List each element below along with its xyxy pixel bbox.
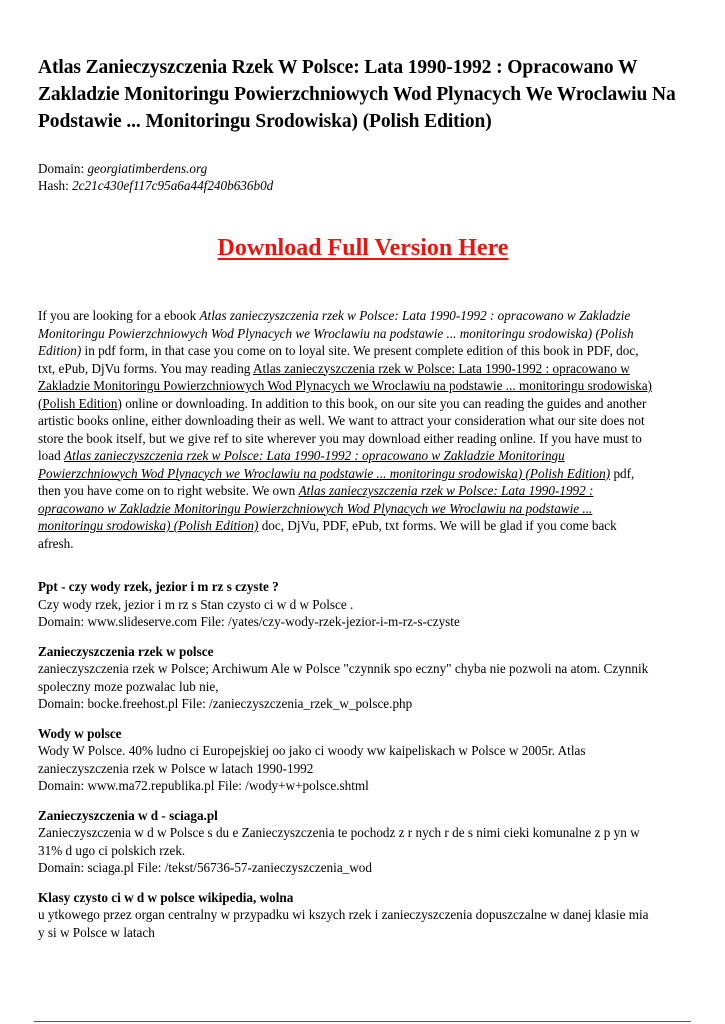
result-title: Zanieczyszczenia w d - sciaga.pl xyxy=(38,807,218,823)
intro-text-1: If you are looking for a ebook xyxy=(38,308,197,323)
book-link-3-text: Atlas zanieczyszczenia rzek w Polsce: Lata 1990-1992 : opracowano w Zakladzie Monitoringu Powierzchniowych Wod Plynacych we Wroclawiu na podstawie ... monitoringu srodowiska) (Polish Edition) xyxy=(38,483,594,533)
result-snippet: zanieczyszczenia rzek w Polsce; Archiwum Ale w Polsce "czynnik spo eczny" chyba nie pozwoli na atom. Czynnik spoleczny moze pozwalac lub nie, xyxy=(38,661,649,694)
intro-text-4: pdf, then you have come on to right website. We own xyxy=(38,465,635,498)
result-item xyxy=(38,807,653,877)
download-link[interactable]: Download Full Version Here xyxy=(217,235,509,261)
book-link-2[interactable] xyxy=(38,448,610,481)
meta-block xyxy=(38,160,688,194)
hash-line xyxy=(38,177,688,194)
book-link-1[interactable]: Atlas zanieczyszczenia rzek w Polsce: Lata 1990-1992 : opracowano w Zakladzie Monitoringu Powierzchniowych Wod Plynacych we Wroclawiu na podstawie ... monitoringu srodowiska) (Polish Edition) xyxy=(38,360,652,411)
result-item xyxy=(38,725,653,795)
result-item xyxy=(38,643,653,713)
hash-value: 2c21c430ef117c95a6a44f240b636b0d xyxy=(72,178,274,193)
domain-line xyxy=(38,160,688,177)
book-link-2-text: Atlas zanieczyszczenia rzek w Polsce: Lata 1990-1992 : opracowano w Zakladzie Monitoringu Powierzchniowych Wod Plynacych we Wroclawiu na podstawie ... monitoringu srodowiska) (Polish Edition) xyxy=(38,448,611,481)
footer-divider xyxy=(34,1021,691,1022)
hash-label: Hash: xyxy=(38,178,69,193)
result-source: Domain: www.slideserve.com File: /yates/czy-wody-rzek-jezior-i-m-rz-s-czyste xyxy=(38,614,460,629)
page-title: Atlas Zanieczyszczenia Rzek W Polsce: Lata 1990-1992 : Opracowano W Zakladzie Monitoringu Powierzchniowych Wod Plynacych We Wroclawiu Na Podstawie ... Monitoringu Srodowiska) (Polish Edition) xyxy=(38,57,676,132)
document-page xyxy=(38,0,688,953)
intro-text-3: online or downloading. In addition to this book, on our site you can reading the guides and another artistic books online, either downloading their as well. We want to attract your consideration what our site does not store the book itself, but we give ref to site wherever you may download either reading online. If you have must to load xyxy=(38,395,647,463)
result-snippet: Zanieczyszczenia w d w Polsce s du e Zanieczyszczenia te pochodz z r nych r de s nimi cieki komunalne z p yn w 31% d ugo ci polskich rzek. xyxy=(38,825,640,858)
download-section xyxy=(38,235,688,267)
book-title-italic: Atlas zanieczyszczenia rzek w Polsce: Lata 1990-1992 : opracowano w Zakladzie Monitoringu Powierzchniowych Wod Plynacych we Wroclawiu na podstawie ... monitoringu srodowiska) (Polish Edition) xyxy=(38,308,634,358)
result-title: Ppt - czy wody rzek, jezior i m rz s czyste ? xyxy=(38,579,279,594)
result-source: Domain: sciaga.pl File: /tekst/56736-57-zanieczyszczenia_wod xyxy=(38,860,372,875)
result-item xyxy=(38,578,653,631)
intro-text-2: in pdf form, in that case you come on to loyal site. We present complete edition of this book in PDF, doc, txt, ePub, DjVu forms. You may reading xyxy=(38,343,639,376)
result-source: Domain: bocke.freehost.pl File: /zanieczyszczenia_rzek_w_polsce.php xyxy=(38,696,413,711)
result-title: Klasy czysto ci w d w polsce wikipedia, wolna xyxy=(38,889,294,905)
result-source: Domain: www.ma72.republika.pl File: /wody+w+polsce.shtml xyxy=(38,778,369,793)
domain-label: Domain: xyxy=(38,161,85,176)
domain-value: georgiatimberdens.org xyxy=(87,161,208,176)
result-snippet: Wody W Polsce. 40% ludno ci Europejskiej oo jako ci woody ww kaipeliskach w Polsce w 2005r. Atlas zanieczyszczenia rzek w Polsce w latach 1990-1992 xyxy=(38,743,586,776)
result-title: Zanieczyszczenia rzek w polsce xyxy=(38,643,214,659)
intro-text-5: doc, DjVu, PDF, ePub, txt forms. We will be glad if you come back afresh. xyxy=(38,518,617,551)
intro-paragraph xyxy=(38,307,653,552)
results-list xyxy=(38,578,688,941)
result-snippet: u ytkowego przez organ centralny w przypadku wi kszych rzek i zanieczyszczenia dopuszczalne w danej klasie mia y si w Polsce w latach xyxy=(38,907,649,940)
result-snippet: Czy wody rzek, jezior i m rz s Stan czysto ci w d w Polsce . xyxy=(38,596,354,612)
result-item xyxy=(38,889,653,942)
result-title: Wody w polsce xyxy=(38,725,122,741)
